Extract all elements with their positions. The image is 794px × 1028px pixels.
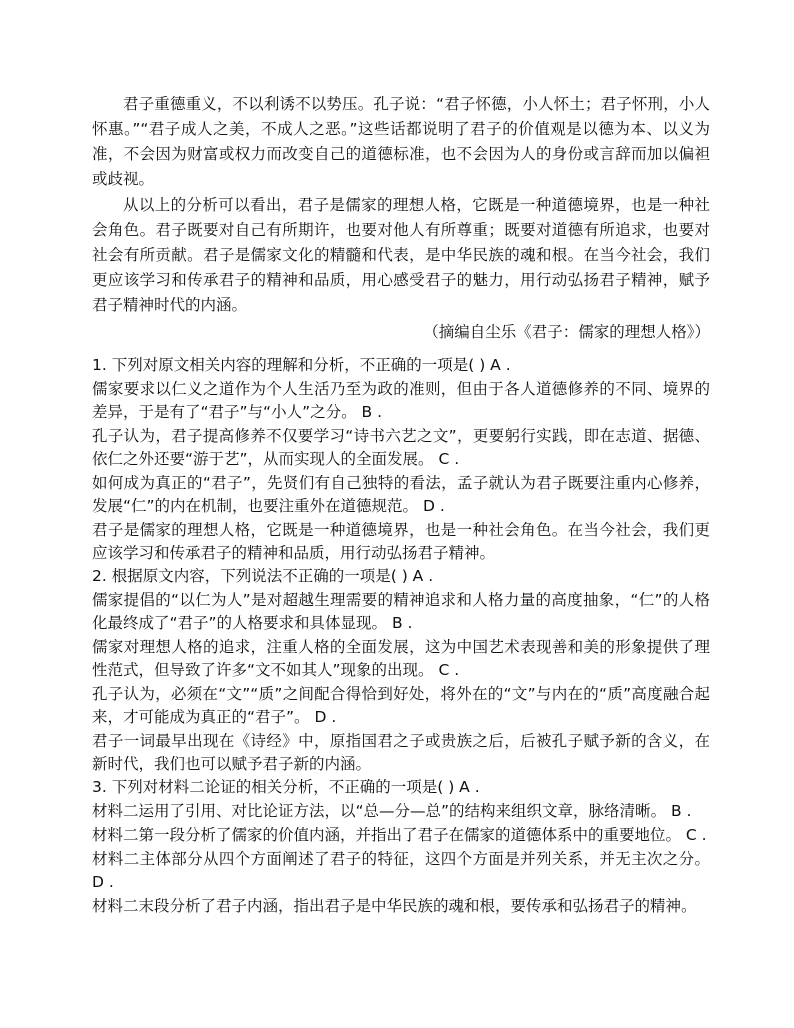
passage-source: （摘编自尘乐《君子：儒家的理想人格》） bbox=[423, 323, 710, 341]
question-option: 孔子认为，君子提高修养不仅要学习“诗书六艺之文”，更要躬行实践，即在志道、据德、依仁之外还要“游于艺”，从而实现人的全面发展。 C . bbox=[92, 427, 710, 468]
question-option: 儒家要求以仁义之道作为个人生活乃至为政的准则，但由于各人道德修养的不同、境界的差异，于是有了“君子”与“小人”之分。 B . bbox=[92, 380, 710, 421]
question-option: 孔子认为，必须在“文”“质”之间配合得恰到好处，将外在的“文”与内在的“质”高度融合起来，才可能成为真正的“君子”。 D . bbox=[92, 685, 710, 726]
question-stem: 3. 下列对材料二论证的相关分析，不正确的一项是( ) A . bbox=[92, 778, 480, 796]
question-2 bbox=[92, 565, 710, 776]
question-option: 儒家对理想人格的追求，注重人格的全面发展，这为中国艺术表现善和美的形象提供了理性范式，但导致了许多“文不如其人”现象的出现。 C . bbox=[92, 638, 710, 679]
question-option: 如何成为真正的“君子”，先贤们有自己独特的看法，孟子就认为君子既要注重内心修养，发展“仁”的内在机制，也要注重外在道德规范。 D . bbox=[92, 474, 710, 515]
question-option: 材料二运用了引用、对比论证方法，以“总—分—总”的结构来组织文章，脉络清晰。 B . bbox=[92, 802, 692, 820]
question-stem: 1. 下列对原文相关内容的理解和分析，不正确的一项是( ) A . bbox=[92, 356, 511, 374]
question-option: 儒家提倡的“以仁为人”是对超越生理需要的精神追求和人格力量的高度抽象，“仁”的人格化最终成了“君子”的人格要求和具体显现。 B . bbox=[92, 591, 710, 632]
question-option: 君子一词最早出现在《诗经》中，原指国君之子或贵族之后，后被孔子赋予新的含义，在新时代，我们也可以赋予君子新的内涵。 bbox=[92, 732, 710, 773]
question-option: 材料二末段分析了君子内涵，指出君子是中华民族的魂和根，要传承和弘扬君子的精神。 bbox=[92, 897, 697, 915]
question-stem: 2. 根据原文内容，下列说法不正确的一项是( ) A . bbox=[92, 567, 434, 585]
question-option: 君子是儒家的理想人格，它既是一种道德境界，也是一种社会角色。在当今社会，我们更应该学习和传承君子的精神和品质，用行动弘扬君子精神。 bbox=[92, 521, 710, 562]
question-list bbox=[92, 354, 710, 918]
passage-paragraph-1: 君子重德重义，不以利诱不以势压。孔子说：“君子怀德，小人怀土；君子怀刑，小人怀惠。”“君子成人之美，不成人之恶。”这些话都说明了君子的价值观是以德为本、以义为准，不会因为财富或权力而改变自己的道德标准，也不会因为人的身份或言辞而加以偏袒或歧视。 bbox=[92, 95, 710, 188]
question-option: 材料二主体部分从四个方面阐述了君子的特征，这四个方面是并列关系，并无主次之分。 D . bbox=[92, 850, 710, 891]
passage-paragraph-2: 从以上的分析可以看出，君子是儒家的理想人格，它既是一种道德境界，也是一种社会角色。君子既要对自己有所期许，也要对他人有所尊重；既要对道德有所追求，也要对社会有所贡献。君子是儒家文化的精髓和代表，是中华民族的魂和根。在当今社会，我们更应该学习和传承君子的精神和品质，用心感受君子的魅力，用行动弘扬君子精神，赋予君子精神时代的内涵。 bbox=[92, 196, 710, 314]
question-option: 材料二第一段分析了儒家的价值内涵，并指出了君子在儒家的道德体系中的重要地位。 C . bbox=[92, 826, 707, 844]
question-3 bbox=[92, 776, 710, 918]
question-1 bbox=[92, 354, 710, 565]
